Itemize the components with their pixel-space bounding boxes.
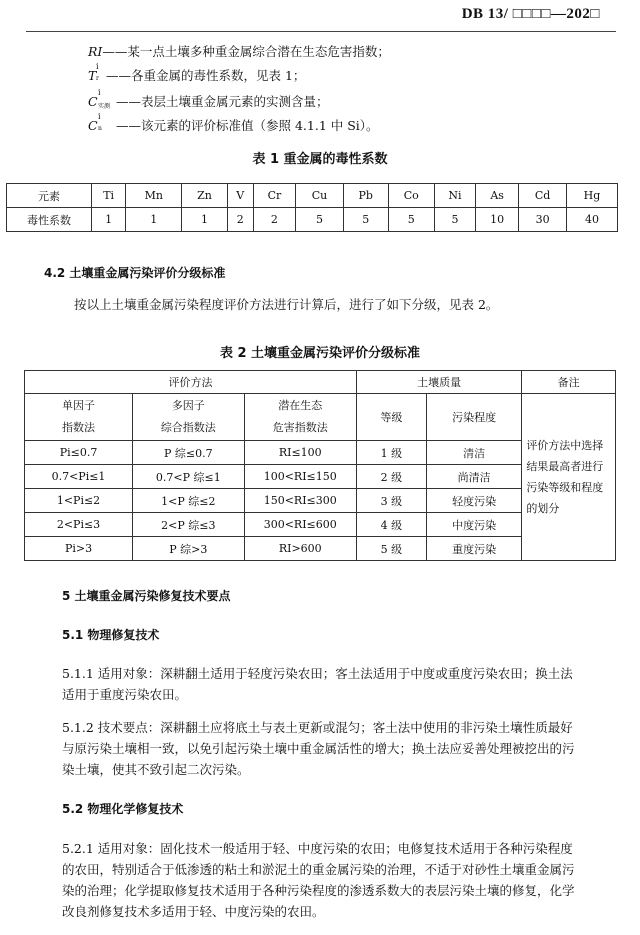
table-cell: 300<RI≤600 <box>244 513 356 537</box>
paragraph-5-1-1: 5.1.1 适用对象：深耕翻土适用于轻度污染农田；客土法适用于中度或重度污染农田；换土法适用于重度污染农田。 <box>62 666 573 702</box>
table-cell: 清洁 <box>426 441 521 465</box>
note-cell: 评价方法中选择结果最高者进行污染等级和程度的划分 <box>522 394 616 561</box>
table-cell: RI≤100 <box>244 441 356 465</box>
table-cell: 尚清洁 <box>426 465 521 489</box>
section-5-2-heading: 5.2 物理化学修复技术 <box>62 802 184 816</box>
element-cell: Pb <box>343 184 388 208</box>
symbol-sup: i <box>98 112 101 121</box>
element-cell: Ti <box>92 184 126 208</box>
row-label-element: 元素 <box>7 184 92 208</box>
paragraph-5-2-1: 5.2.1 适用对象：固化技术一般适用于轻、中度污染的农田；电修复技术适用于各种污染程度的农田，特别适合于低渗透的粘土和淤泥土的重金属污染的治理，不适于对砂性土壤重金属污染的治理；化学提取修复技术适用于各种污染程度的渗透系数大的表层污染土壤的修复，化学改良剂修复技术多适用于轻、中度污染的农田。 <box>62 841 575 919</box>
table-cell: 1<P 综≤2 <box>133 489 245 513</box>
table-row <box>7 184 618 208</box>
coefficient-cell: 10 <box>475 208 518 232</box>
table-row <box>25 371 616 394</box>
definition-symbol <box>88 88 116 110</box>
table-cell: 轻度污染 <box>426 489 521 513</box>
element-cell: Mn <box>126 184 182 208</box>
coefficient-cell: 5 <box>343 208 388 232</box>
group-header-method: 评价方法 <box>25 371 357 394</box>
coefficient-cell: 1 <box>126 208 182 232</box>
table-cell: 0.7<P 综≤1 <box>133 465 245 489</box>
table-cell: 150<RI≤300 <box>244 489 356 513</box>
definition-c-standard <box>88 112 379 134</box>
document-code: DB 13/ □□□□—202□ <box>461 6 600 22</box>
element-cell: Ni <box>434 184 475 208</box>
table-cell: 3 级 <box>356 489 426 513</box>
table-cell: 中度污染 <box>426 513 521 537</box>
symbol-base: C <box>88 94 98 109</box>
symbol-sub: 实测 <box>98 103 111 110</box>
coefficient-cell: 40 <box>566 208 617 232</box>
definition-tr <box>88 62 306 84</box>
table-cell: 2 级 <box>356 465 426 489</box>
symbol-sup: i <box>96 62 99 71</box>
coefficient-cell: 5 <box>434 208 475 232</box>
symbol-sub: n <box>98 125 102 132</box>
coefficient-cell: 2 <box>227 208 253 232</box>
table-cell: 2<Pi≤3 <box>25 513 133 537</box>
coefficient-cell: 1 <box>92 208 126 232</box>
subheader-grade: 等级 <box>356 394 426 441</box>
table-cell: RI>600 <box>244 537 356 561</box>
table-cell: 重度污染 <box>426 537 521 561</box>
section-4-2-text: 按以上土壤重金属污染程度评价方法进行计算后，进行了如下分级，见表 2。 <box>74 297 499 312</box>
row-label-coefficient: 毒性系数 <box>7 208 92 232</box>
table-cell: 5 级 <box>356 537 426 561</box>
coefficient-cell: 5 <box>296 208 344 232</box>
paragraph-5-1-2: 5.1.2 技术要点：深耕翻土应将底土与表土更新或混匀；客土法中使用的非污染土壤性质最好与原污染土壤相一致，以免引起污染土壤中重金属活性的增大；换土法应妥善处理被挖出的污染土壤，使其不致引起二次污染。 <box>62 720 575 777</box>
element-cell: Cd <box>519 184 567 208</box>
element-cell: Co <box>388 184 434 208</box>
element-cell: Zn <box>182 184 228 208</box>
element-cell: Hg <box>566 184 617 208</box>
definition-c-measured <box>88 88 329 110</box>
table-cell: Pi>3 <box>25 537 133 561</box>
definition-symbol <box>88 112 116 133</box>
pollution-grade-table <box>24 370 616 561</box>
subheader-pollution-degree: 污染程度 <box>426 394 521 441</box>
definition-text: ——某一点土壤多种重金属综合潜在生态危害指数； <box>102 44 390 59</box>
table-cell: 2<P 综≤3 <box>133 513 245 537</box>
symbol-sup: i <box>98 88 101 97</box>
table1-caption: 表 1 重金属的毒性系数 <box>252 152 388 167</box>
group-header-quality: 土壤质量 <box>356 371 521 394</box>
section-5-heading: 5 土壤重金属污染修复技术要点 <box>62 589 231 603</box>
subheader-single-factor: 单因子 指数法 <box>25 394 133 441</box>
definition-symbol: RI <box>88 44 103 59</box>
table-cell: P 综≤0.7 <box>133 441 245 465</box>
definition-symbol <box>88 62 106 83</box>
subheader-multi-factor: 多因子 综合指数法 <box>133 394 245 441</box>
table-cell: Pi≤0.7 <box>25 441 133 465</box>
definition-text: ——表层土壤重金属元素的实测含量； <box>116 94 329 109</box>
table-cell: 4 级 <box>356 513 426 537</box>
coefficient-cell: 1 <box>182 208 228 232</box>
subheader-ecological-risk: 潜在生态 危害指数法 <box>244 394 356 441</box>
section-5-1-heading: 5.1 物理修复技术 <box>62 628 160 642</box>
table-row <box>7 208 618 232</box>
definition-text: ——各重金属的毒性系数，见表 1； <box>106 68 306 83</box>
header-rule <box>26 31 616 32</box>
table-cell: 1 级 <box>356 441 426 465</box>
coefficient-cell: 30 <box>519 208 567 232</box>
toxicity-table <box>6 183 618 232</box>
symbol-base: C <box>88 118 98 133</box>
section-4-2-heading: 4.2 土壤重金属污染评价分级标准 <box>44 266 226 280</box>
table-cell: 100<RI≤150 <box>244 465 356 489</box>
table-cell: 1<Pi≤2 <box>25 489 133 513</box>
symbol-base: T <box>88 68 97 83</box>
group-header-note: 备注 <box>522 371 616 394</box>
element-cell: Cr <box>253 184 295 208</box>
table-cell: 0.7<Pi≤1 <box>25 465 133 489</box>
element-cell: V <box>227 184 253 208</box>
element-cell: As <box>475 184 518 208</box>
coefficient-cell: 2 <box>253 208 295 232</box>
definition-text: ——该元素的评价标准值（参照 4.1.1 中 Si）。 <box>116 118 379 133</box>
table-cell: P 综>3 <box>133 537 245 561</box>
symbol-sub: r <box>96 75 99 82</box>
definition-ri <box>88 42 390 60</box>
table2-caption: 表 2 土壤重金属污染评价分级标准 <box>219 346 421 361</box>
element-cell: Cu <box>296 184 344 208</box>
table-row <box>25 394 616 441</box>
coefficient-cell: 5 <box>388 208 434 232</box>
